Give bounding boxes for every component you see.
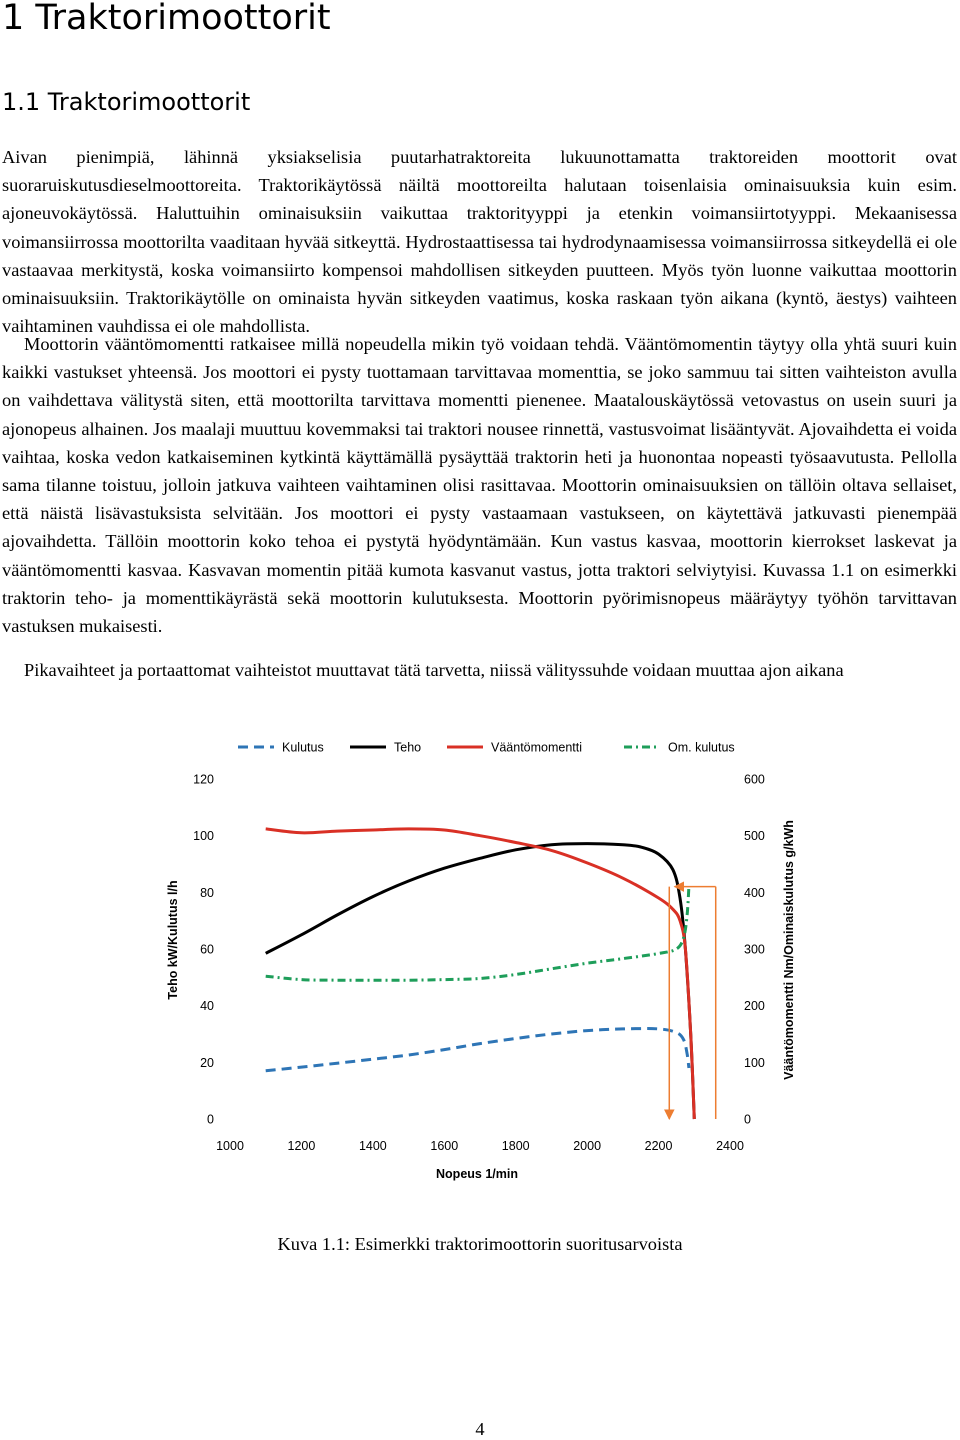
y-right-tick-label: 100 (744, 1055, 765, 1070)
x-tick-label: 2000 (573, 1139, 602, 1153)
y-right-tick-label: 500 (744, 829, 765, 844)
section-title: 1.1 Traktorimoottorit (2, 88, 251, 116)
legend-label: Om. kulutus (668, 740, 735, 755)
x-tick-label: 1400 (358, 1139, 387, 1153)
y-left-tick-label: 60 (200, 942, 214, 957)
y-right-tick-label: 600 (744, 772, 765, 787)
y-right-tick-label: 300 (744, 942, 765, 957)
page-number: 4 (475, 1419, 485, 1439)
x-tick-label: 1800 (501, 1139, 530, 1153)
legend-label: Kulutus (282, 740, 324, 755)
series-line-om-kulutus (266, 887, 689, 981)
y-right-tick-label: 200 (744, 999, 765, 1014)
x-tick-label: 2400 (716, 1139, 744, 1153)
y-right-tick-label: 400 (744, 885, 765, 900)
body-paragraph: Pikavaihteet ja portaattomat vaihteistot muuttavat tätä tarvetta, niissä välityssuhde voidaan muuttaa ajon aikana (24, 660, 844, 680)
x-tick-label: 2200 (644, 1139, 673, 1153)
y-left-tick-label: 120 (193, 772, 214, 787)
y-left-tick-label: 40 (200, 999, 214, 1014)
series-line-kulutus (266, 1029, 689, 1071)
y-right-tick-label: 0 (744, 1112, 751, 1127)
x-tick-label: 1600 (430, 1139, 459, 1153)
figure-caption: Kuva 1.1: Esimerkki traktorimoottorin suoritusarvoista (277, 1234, 683, 1254)
x-tick-label: 1000 (216, 1139, 244, 1153)
legend-label: Teho (394, 740, 422, 755)
y-left-tick-label: 80 (200, 885, 214, 900)
body-paragraph: Moottorin vääntömomentti ratkaisee millä nopeudella mikin työ voidaan tehdä. Vääntömomentin täytyy olla yhtä suuri kuin kaikki vastukset yhteensä. Jos moottori ei pysty tuottamaan tarvittavaa momenttia, se joko sammuu tai sitten vaihteiston avulla on vaihdettava välitystä siten, että moottorilta tarvittava momentti pienenee. Maatalouskäytössä vetovastus on usein suuri ja ajonopeus alhainen. Jos maalaji muuttuu kovemmaksi tai traktori nousee rinnettä, vastusvoimat lisääntyvät. Ajovaihdetta ei voida vaihtaa, koska vedon katkaiseminen kytkintä käyttämällä pysäyttää traktorin heti ja huonontaa nopeasti työsaavutusta. Pellolla sama tilanne toistuu, jolloin jatkuva vaihteen vaihtaminen olisi rasittavaa. Moottorin ominaisuuksien on tällöin oltava sellaiset, että näistä lisävastuksista selvitään. Jos moottori ei pysty vastaamaan vastukseen, on käytettävä jatkuvasti pienempää ajovaihdetta. Tällöin moottorin koko tehoa ei pystytä hyödyntämään. Kun vastus kasvaa, moottorin kierrokset laskevat ja vääntömomentti kasvaa. Kasvavan momentin pitää kumota kasvanut vastus, jotta traktori selviytyisi. Kuvassa 1.1 on esimerkki traktorin teho- ja momenttikäyrästä sekä moottorin kulutuksesta. Moottorin pyörimisnopeus määräytyy työhön tarvittavan vastuksen mukaisesti. (2, 334, 957, 637)
performance-chart (150, 728, 810, 1194)
body-paragraph: Aivan pienimpiä, lähinnä yksiakselisia puutarhatraktoreita lukuunottamatta traktoreiden moottorit ovat suoraruiskutusdieselmoottoreita. Traktorikäytössä näiltä moottoreilta halutaan toisenlaisia ominaisuuksia kuin esim. ajoneuvokäytössä. Haluttuihin ominaisuksiin vaikuttaa traktorityyppi ja etenkin voimansiirtotyyppi. Mekaanisessa voimansiirrossa moottorilta vaaditaan hyvää sitkeyttä. Hydrostaattisessa tai hydrodynaamisessa voimansiirrossa sitkeydellä ei ole vastaavaa merkitystä, koska voimansiirto kompensoi mahdollisen sitkeyden puutteen. Myös työn luonne vaikuttaa moottorin ominaisuuksiin. Traktorikäytölle on ominaista hyvän sitkeyden vaatimus, koska raskaan työn aikana (kyntö, äestys) vaihteen vaihtaminen vauhdissa ei ole mahdollista. (2, 147, 957, 337)
y-left-tick-label: 20 (200, 1055, 214, 1070)
series-line-v-nt-momentti (266, 829, 695, 1119)
chapter-title: 1 Traktorimoottorit (2, 0, 331, 38)
y-left-axis-title: Teho kW/Kulutus l/h (166, 880, 180, 1000)
x-axis-title: Nopeus 1/min (436, 1167, 518, 1181)
y-left-tick-label: 100 (193, 829, 214, 844)
y-right-axis-title: Vääntömomentti Nm/Ominaiskulutus g/kWh (782, 820, 796, 1080)
y-left-tick-label: 0 (207, 1112, 214, 1127)
x-tick-label: 1200 (287, 1139, 316, 1153)
series-line-teho (266, 844, 695, 1119)
legend-label: Vääntömomentti (491, 740, 583, 755)
